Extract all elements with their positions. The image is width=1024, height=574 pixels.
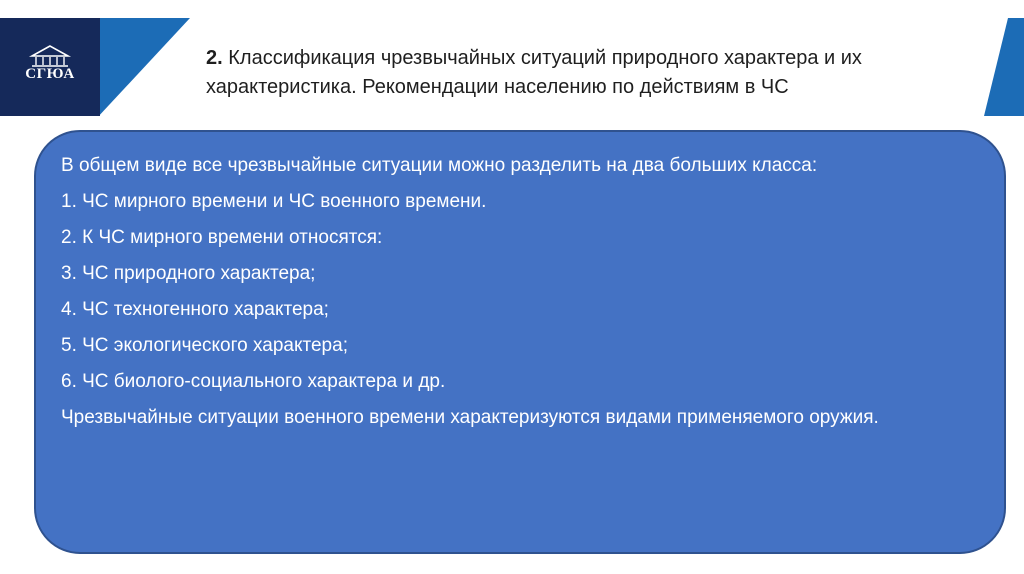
list-item-4: 4. ЧС техногенного характера;	[61, 299, 329, 320]
list-item-6: 6. ЧС биолого-социального характера и др.	[61, 371, 446, 392]
title-text: Классификация чрезвычайных ситуаций природного характера и их характеристика. Рекомендации населению по действиям в ЧС	[206, 47, 862, 98]
title-number: 2.	[206, 47, 223, 69]
page-title	[206, 44, 1006, 102]
paragraph-intro: В общем виде все чрезвычайные ситуации можно разделить на два больших класса:	[61, 155, 818, 176]
list-item-3: 3. ЧС природного характера;	[61, 263, 316, 284]
building-icon	[20, 44, 80, 68]
university-logo	[20, 44, 80, 94]
paragraph-conclusion: Чрезвычайные ситуации военного времени характеризуются видами применяемого оружия.	[61, 407, 879, 428]
list-item-1: 1. ЧС мирного времени и ЧС военного времени.	[61, 191, 487, 212]
list-item-2: 2. К ЧС мирного времени относятся:	[61, 227, 383, 248]
content-text	[61, 152, 961, 440]
list-item-5: 5. ЧС экологического характера;	[61, 335, 348, 356]
logo-text: СГЮА	[25, 66, 75, 82]
content-box	[34, 130, 1006, 554]
